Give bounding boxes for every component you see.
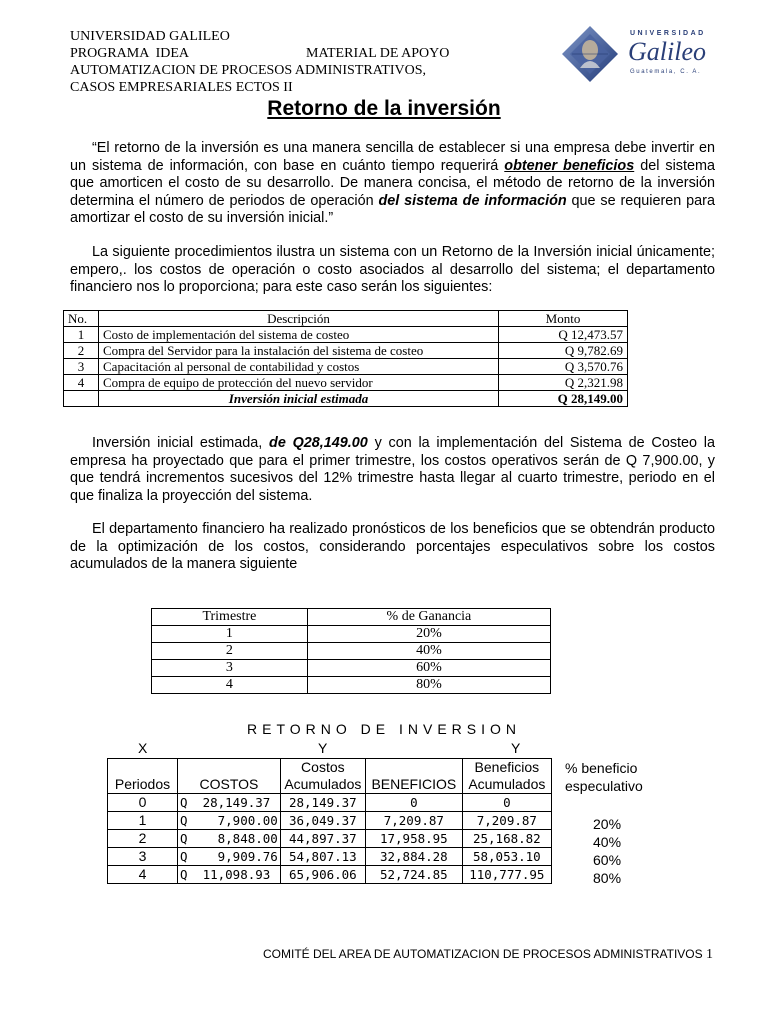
- cost-table-total: Inversión inicial estimada Q 28,149.00: [64, 391, 628, 407]
- header-course: AUTOMATIZACION DE PROCESOS ADMINISTRATIVOS,: [70, 63, 426, 78]
- header-subtitle: CASOS EMPRESARIALES ECTOS II: [70, 80, 293, 95]
- cost-table-header: No. Descripción Monto: [64, 311, 628, 327]
- galileo-logo: [560, 24, 710, 94]
- table-row: 3 60%: [152, 660, 551, 677]
- paragraph-forecast: El departamento financiero ha realizado pronósticos de los beneficios que se obtendrán producto de la optimización de los costos, considerando porcentajes especulativos sobre los costos acumulados de la manera siguiente: [70, 521, 715, 573]
- emphasis-obtener-beneficios: obtener beneficios: [504, 157, 635, 174]
- header-material: MATERIAL DE APOYO: [306, 46, 450, 61]
- document-header: [70, 28, 540, 96]
- logo-name: Galileo: [628, 37, 706, 66]
- table-row: 3 Capacitación al personal de contabilidad y costos Q 3,570.76: [64, 359, 628, 375]
- header-university: UNIVERSIDAD GALILEO: [70, 29, 230, 44]
- quarter-table: [151, 608, 551, 694]
- paragraph-initial-investment: Inversión inicial estimada, de Q28,149.00 y con la implementación del Sistema de Costeo la empresa ha proyectado que para el primer trimestre, los costos operativos serán de Q 7,900.00, y que tendrá incrementos sucesivos del 12% trimestre hasta llegar al cuarto trimestre, periodo en el que finaliza la proyección del sistema.: [70, 435, 715, 504]
- axis-y-label-costs: Y: [318, 740, 328, 756]
- header-program: PROGRAMA IDEA: [70, 46, 190, 61]
- table-row: 1 Q 7,900.00 36,049.37 7,209.87 7,209.87: [108, 812, 552, 830]
- page-number: 1: [706, 947, 713, 962]
- table-row: 3 Q 9,909.76 54,807.13 32,884.28 58,053.10: [108, 848, 552, 866]
- roi-section-title: RETORNO DE INVERSION: [247, 721, 521, 737]
- table-row: 2 40%: [152, 643, 551, 660]
- roi-table: [107, 758, 552, 884]
- page-title: Retorno de la inversión: [267, 97, 501, 120]
- table-row: 4 Q 11,098.93 65,906.06 52,724.85 110,777.95: [108, 866, 552, 884]
- roi-table-header: Costos Beneficios: [108, 759, 552, 777]
- table-row: 0 Q 28,149.37 28,149.37 0 0: [108, 794, 552, 812]
- emphasis-sistema-informacion: del sistema de información: [378, 192, 567, 209]
- table-row: 4 Compra de equipo de protección del nuevo servidor Q 2,321.98: [64, 375, 628, 391]
- emphasis-q28149: de Q28,149.00: [269, 435, 368, 451]
- table-row: 1 20%: [152, 626, 551, 643]
- quarter-table-header: Trimestre % de Ganancia: [152, 609, 551, 626]
- paragraph-procedure: La siguiente procedimientos ilustra un sistema con un Retorno de la Inversión inicial únicamente; empero,. los costos de operación o costo asociados al desarrollo del sistema; el departamento financiero nos lo proporciona; para este caso serán los siguientes:: [70, 244, 715, 296]
- roi-table-header-2: Periodos COSTOS Acumulados BENEFICIOS Acumulados: [108, 776, 552, 794]
- table-row: 1 Costo de implementación del sistema de costeo Q 12,473.57: [64, 327, 628, 343]
- logo-sub-text: Guatemala, C. A.: [630, 69, 702, 75]
- roi-pct-header: % beneficio especulativo: [565, 760, 643, 794]
- table-row: 2 Q 8,848.00 44,897.37 17,958.95 25,168.82: [108, 830, 552, 848]
- cost-table: [63, 310, 628, 407]
- logo-top-text: UNIVERSIDAD: [630, 30, 706, 37]
- axis-x-label: X: [138, 740, 148, 756]
- paragraph-roi-definition: “El retorno de la inversión es una manera sencilla de establecer si una empresa debe invertir en un sistema de información, con base en cuánto tiempo requerirá obtener beneficios del sistema que amorticen el costo de su desarrollo. De manera concisa, el método de retorno de la inversión determina el número de periodos de operación del sistema de información que se requieren para amortizar el costo de su inversión inicial.”: [70, 140, 715, 227]
- roi-pct-column: 20% 40% 60% 80%: [593, 816, 622, 886]
- axis-y-label-benefits: Y: [511, 740, 521, 756]
- table-row: 2 Compra del Servidor para la instalación del sistema de costeo Q 9,782.69: [64, 343, 628, 359]
- table-row: 4 80%: [152, 677, 551, 694]
- footer-text: COMITÉ DEL AREA DE AUTOMATIZACION DE PROCESOS ADMINISTRATIVOS: [263, 947, 703, 961]
